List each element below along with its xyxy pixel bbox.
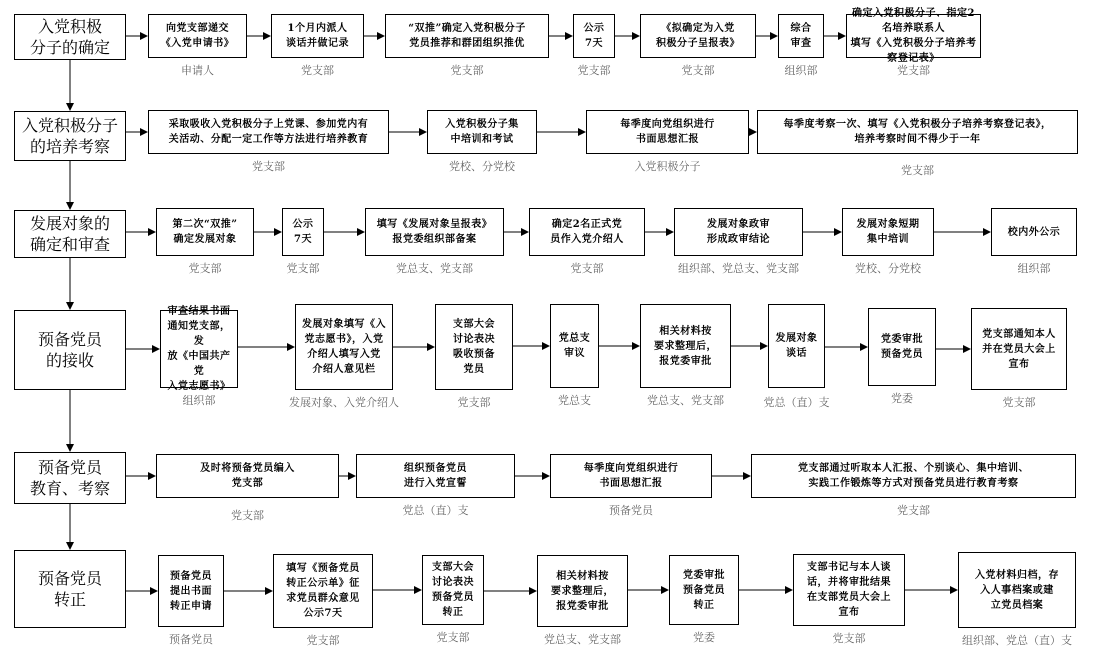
responsible-party-label: 党支部 (286, 262, 320, 275)
responsible-party-label: 预备党员 (609, 504, 653, 517)
process-step-box: 公示 7天 (282, 208, 324, 256)
responsible-party-label: 入党积极分子 (634, 160, 701, 173)
process-step-box: 每季度考察一次、填写《入党积极分子培养考察登记表》， 培养考察时间不得少于一年 (757, 110, 1078, 154)
responsible-party-label: 党支部 (901, 164, 934, 177)
process-step-box: 党委审批 预备党员 转正 (669, 555, 739, 625)
process-step-box: 发展对象短期 集中培训 (842, 208, 934, 256)
process-step-box: 相关材料按 要求整理后， 报党委审批 (537, 555, 628, 627)
process-step-box: 支部大会 讨论表决 预备党员 转正 (422, 555, 484, 625)
process-step-box: 发展对象政审 形成政审结论 (674, 208, 803, 256)
process-step-box: 综合 审查 (778, 14, 824, 58)
responsible-party-label: 发展对象、入党介绍人 (289, 396, 399, 409)
responsible-party-label: 党支部 (231, 509, 264, 522)
process-step-box: 每季度向党组织进行 书面思想汇报 (586, 110, 749, 154)
responsible-party-label: 党支部 (897, 504, 930, 517)
process-step-box: 党支部通过听取本人汇报、个别谈心、集中培训、 实践工作锻炼等方式对预备党员进行教育考察 (751, 454, 1076, 498)
stage-label: 预备党员 的接收 (14, 310, 126, 390)
process-step-box: “双推”确定入党积极分子 党员推荐和群团组织推优 (385, 14, 549, 58)
stage-label: 预备党员 转正 (14, 550, 126, 628)
process-step-box: 审查结果书面 通知党支部，发 放《中国共产党 入党志愿书》 (160, 310, 238, 388)
process-step-box: 支部大会 讨论表决 吸收预备 党员 (435, 304, 513, 390)
responsible-party-label: 组织部 (1017, 262, 1051, 275)
responsible-party-label: 党支部 (436, 631, 470, 644)
responsible-party-label: 党支部 (306, 634, 340, 647)
process-step-box: 党支部通知本人 并在党员大会上 宣布 (971, 308, 1067, 390)
process-step-box: 发展对象 谈话 (768, 304, 825, 388)
responsible-party-label: 党总支、党支部 (544, 633, 621, 646)
process-step-box: 党总支 审议 (550, 304, 599, 388)
process-step-box: 1个月内派人 谈话并做记录 (271, 14, 364, 58)
responsible-party-label: 党总支 (558, 394, 591, 407)
responsible-party-label: 组织部、党总（直）支 (962, 634, 1072, 647)
responsible-party-label: 党支部 (897, 64, 930, 77)
process-step-box: 《拟确定为入党 积极分子呈报表》 (640, 14, 756, 58)
process-step-box: 入党积极分子集 中培训和考试 (427, 110, 537, 154)
responsible-party-label: 党支部 (450, 64, 484, 77)
responsible-party-label: 组织部 (182, 394, 216, 407)
process-step-box: 每季度向党组织进行 书面思想汇报 (550, 454, 712, 498)
stage-label: 发展对象的 确定和审查 (14, 210, 126, 258)
responsible-party-label: 预备党员 (169, 633, 213, 646)
responsible-party-label: 党总支、党支部 (396, 262, 473, 275)
process-step-box: 入党材料归档，存 入人事档案或建 立党员档案 (958, 552, 1076, 628)
process-step-box: 校内外公示 (991, 208, 1077, 256)
responsible-party-label: 党支部 (681, 64, 715, 77)
responsible-party-label: 组织部、党总支、党支部 (678, 262, 799, 275)
responsible-party-label: 党总（直）支 (763, 396, 830, 409)
responsible-party-label: 党支部 (457, 396, 491, 409)
process-step-box: 填写《发展对象呈报表》 报党委组织部备案 (365, 208, 504, 256)
responsible-party-label: 党支部 (1002, 396, 1036, 409)
responsible-party-label: 党校、分党校 (449, 160, 515, 173)
responsible-party-label: 党支部 (832, 632, 866, 645)
process-step-box: 相关材料按 要求整理后， 报党委审批 (640, 304, 731, 388)
responsible-party-label: 党支部 (577, 64, 611, 77)
responsible-party-label: 组织部 (784, 64, 818, 77)
process-step-box: 确定入党积极分子、指定2名培养联系人 填写《入党积极分子培养考察登记表》 (846, 14, 981, 58)
process-step-box: 第二次“双推” 确定发展对象 (156, 208, 254, 256)
responsible-party-label: 党总支、党支部 (647, 394, 724, 407)
process-step-box: 组织预备党员 进行入党宣誓 (356, 454, 515, 498)
process-step-box: 及时将预备党员编入 党支部 (156, 454, 339, 498)
responsible-party-label: 党支部 (570, 262, 604, 275)
process-step-box: 公示 7天 (573, 14, 615, 58)
responsible-party-label: 党校、分党校 (855, 262, 921, 275)
stage-label: 预备党员 教育、考察 (14, 452, 126, 504)
process-step-box: 支部书记与本人谈 话，并将审批结果 在支部党员大会上 宣布 (793, 554, 905, 626)
stage-label: 入党积极分子 的培养考察 (14, 111, 126, 161)
responsible-party-label: 党支部 (301, 64, 334, 77)
responsible-party-label: 申请人 (181, 64, 214, 77)
process-step-box: 发展对象填写《入 党志愿书》，入党 介绍人填写入党 介绍人意见栏 (295, 304, 393, 390)
process-step-box: 向党支部递交 《入党申请书》 (148, 14, 247, 58)
responsible-party-label: 党委 (891, 392, 913, 405)
responsible-party-label: 党总（直）支 (402, 504, 469, 517)
process-step-box: 确定2名正式党 员作入党介绍人 (529, 208, 645, 256)
process-step-box: 采取吸收入党积极分子上党课、参加党内有 关活动、分配一定工作等方法进行培养教育 (148, 110, 389, 154)
responsible-party-label: 党支部 (252, 160, 285, 173)
stage-label: 入党积极 分子的确定 (14, 14, 126, 60)
process-step-box: 党委审批 预备党员 (868, 308, 936, 386)
responsible-party-label: 党支部 (188, 262, 222, 275)
process-step-box: 预备党员 提出书面 转正申请 (158, 555, 224, 627)
responsible-party-label: 党委 (693, 631, 715, 644)
process-step-box: 填写《预备党员 转正公示单》征 求党员群众意见 公示7天 (273, 554, 373, 628)
